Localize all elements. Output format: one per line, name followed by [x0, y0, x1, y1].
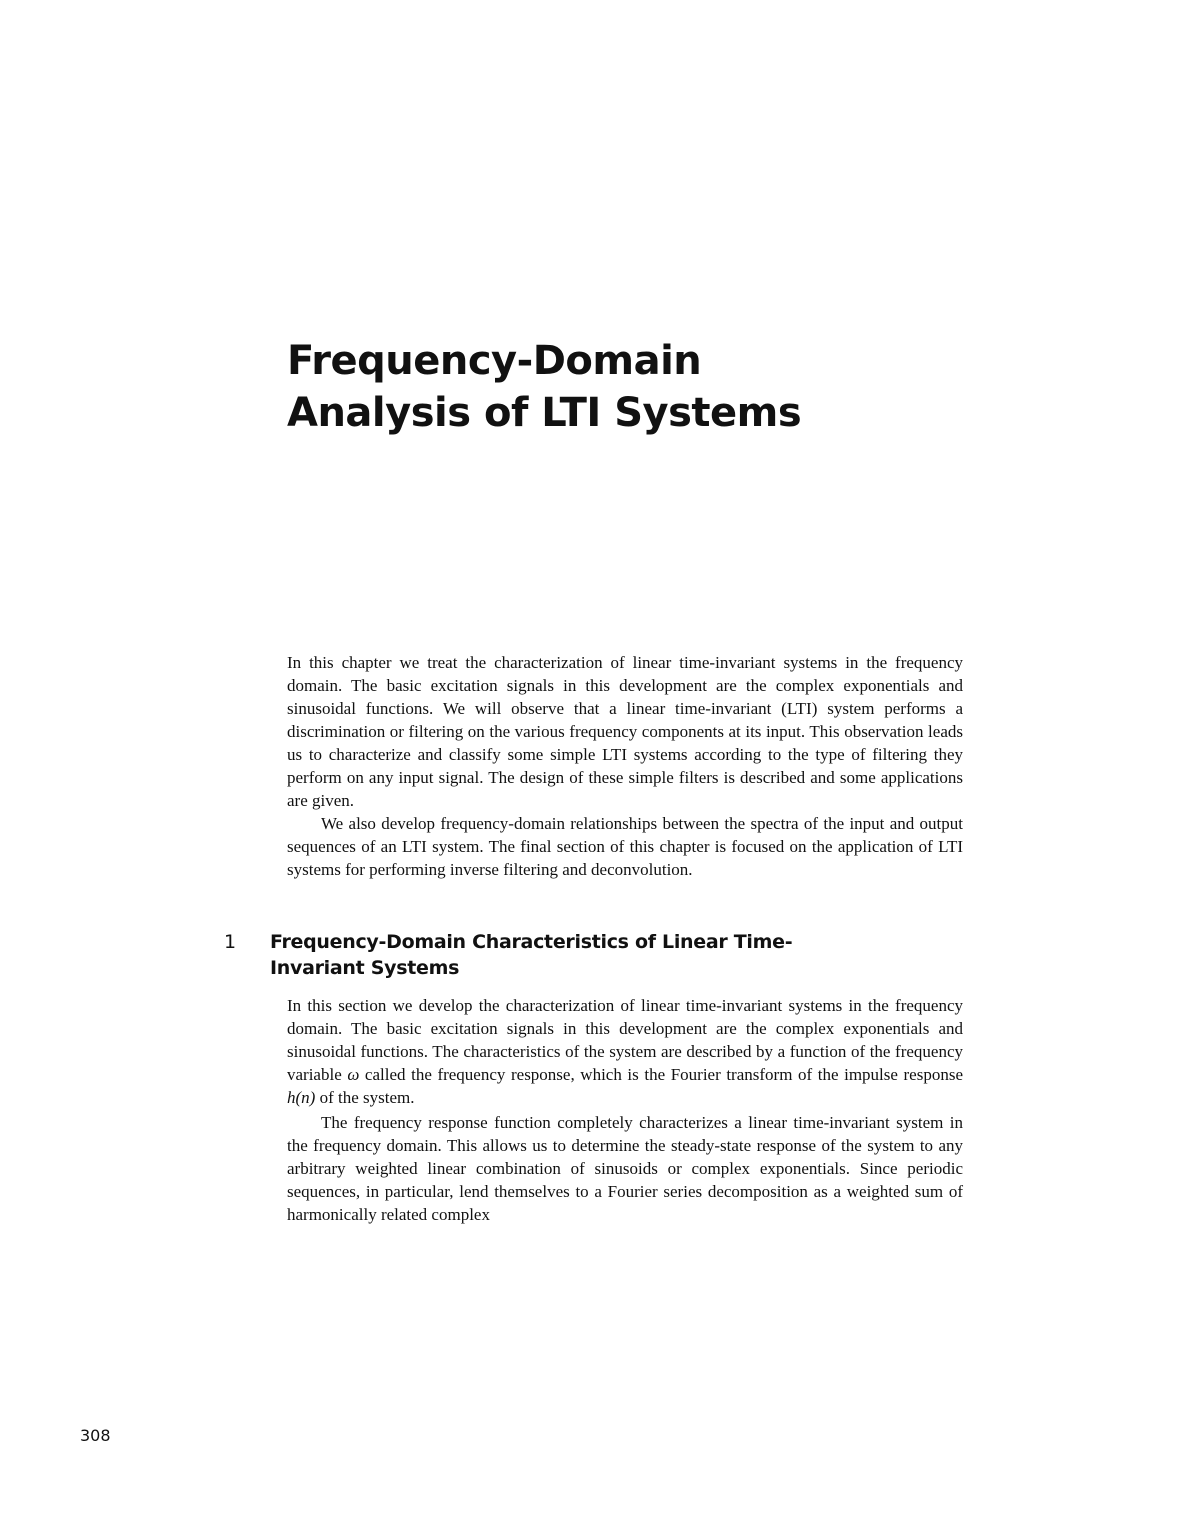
- section-number: 1: [224, 931, 237, 953]
- omega-symbol: ω: [347, 1065, 360, 1084]
- section-title: Frequency-Domain Characteristics of Linear Time-Invariant Systems: [270, 931, 793, 979]
- impulse-response-symbol: h(n): [287, 1088, 316, 1107]
- section-paragraph-1: [287, 994, 963, 1109]
- chapter-introduction: [287, 651, 963, 881]
- section-body: [287, 994, 963, 1226]
- section-p1-text-a: In this section we develop the characterization of linear time-invariant systems in the frequency domain. The basic excitation signals in this development are the complex exponentials and sinusoidal functions. The characteristics of the system are described by a function of the frequency variable: [287, 996, 963, 1084]
- chapter-title: [287, 335, 987, 439]
- page-number: 308: [80, 1426, 111, 1445]
- intro-paragraph-1: In this chapter we treat the characterization of linear time-invariant systems in the frequency domain. The basic excitation signals in this development are the complex exponentials and sinusoidal functions. We will observe that a linear time-invariant (LTI) system performs a discrimination or filtering on the various frequency components at its input. This observation leads us to characterize and classify some simple LTI systems according to the type of filtering they perform on any input signal. The design of these simple filters is described and some applications are given.: [287, 653, 963, 810]
- section-p1-text-b: called the frequency response, which is the Fourier transform of the impulse response: [359, 1065, 963, 1084]
- section-p1-text-c: of the system.: [315, 1088, 415, 1107]
- chapter-title-line-1: Frequency-Domain: [287, 338, 702, 384]
- chapter-title-line-2: Analysis of LTI Systems: [287, 390, 802, 436]
- section-paragraph-2: The frequency response function completely characterizes a linear time-invariant system in the frequency domain. This allows us to determine the steady-state response of the system to any arbitrary weighted linear combination of sinusoids or complex exponentials. Since periodic sequences, in particular, lend themselves to a Fourier series decomposition as a weighted sum of harmonically related complex: [287, 1113, 963, 1224]
- intro-paragraph-2: We also develop frequency-domain relationships between the spectra of the input and output sequences of an LTI system. The final section of this chapter is focused on the application of LTI systems for performing inverse filtering and deconvolution.: [287, 814, 963, 879]
